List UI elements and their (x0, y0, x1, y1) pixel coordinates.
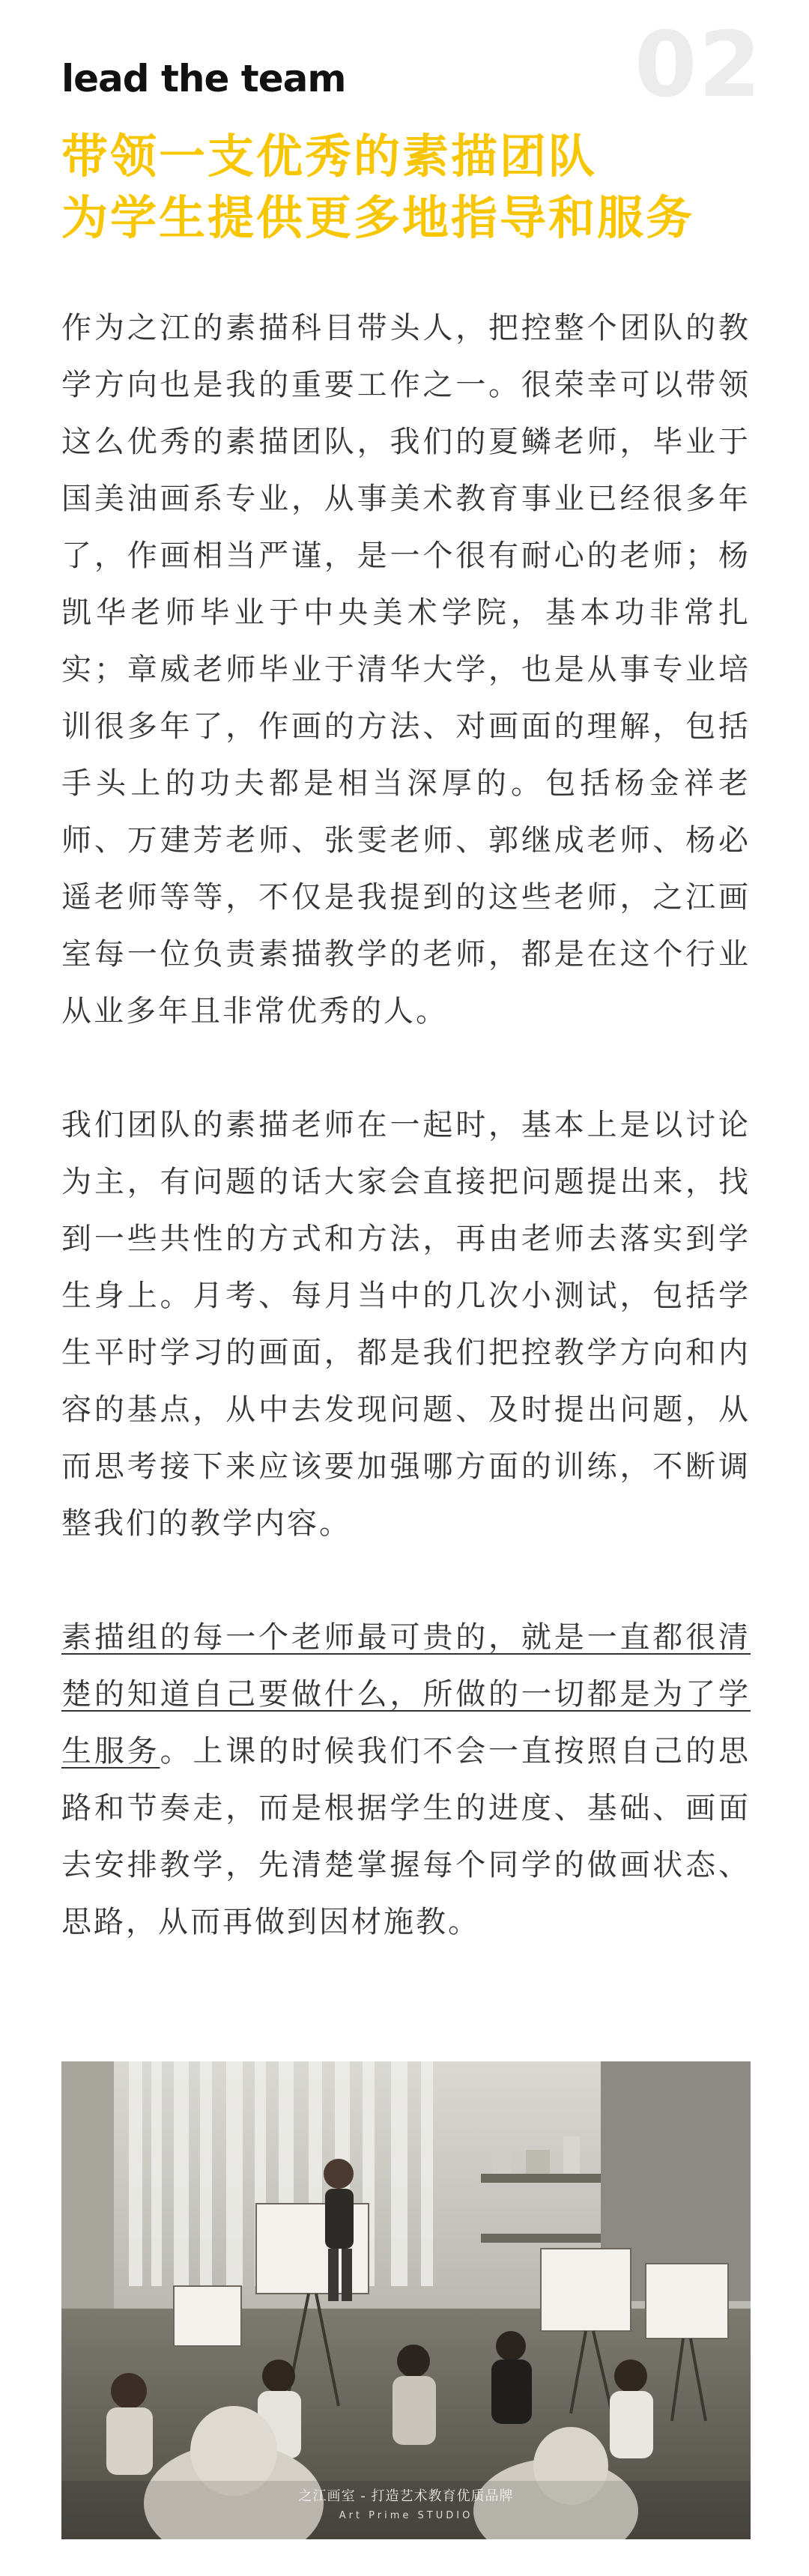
section-headline (61, 126, 781, 249)
studio-classroom-photo (61, 2061, 751, 2539)
section-english-title: lead the team (61, 57, 346, 100)
section-number: 02 (634, 13, 763, 118)
paragraph-2: 我们团队的素描老师在一起时，基本上是以讨论为主，有问题的话大家会直接把问题提出来，找到一些共性的方式和方法，再由老师去落实到学生身上。月考、每月当中的几次小测试，包括学生平时学习的画面，都是我们把控教学方向和内容的基点，从中去发现问题、及时提出问题，从而思考接下来应该要加强哪方面的训练，不断调整我们的教学内容。 (61, 1108, 751, 1541)
paragraph-3-highlight: 素描组的每一个老师最可贵的，就是一直都很清楚的知道自己要做什么，所做的一切都是为了学生服务 (61, 1620, 751, 1769)
photo-caption-sub: Art Prime STUDIO (339, 2510, 473, 2521)
studio-photo-illustration (61, 2061, 751, 2539)
paragraph-3-rest: 。上课的时候我们不会一直按照自己的思路和节奏走，而是根据学生的进度、基础、画面去安排教学，先清楚掌握每个同学的做画状态、思路，从而再做到因材施教。 (61, 1734, 751, 1939)
article-body (61, 300, 751, 1951)
paragraph-3 (61, 1609, 751, 1951)
photo-caption: 之江画室 - 打造艺术教育优质品牌 (298, 2488, 514, 2504)
headline-line-1: 带领一支优秀的素描团队 (61, 129, 598, 184)
headline-line-2: 为学生提供更多地指导和服务 (61, 190, 695, 245)
paragraph-1: 作为之江的素描科目带头人，把控整个团队的教学方向也是我的重要工作之一。很荣幸可以带领这么优秀的素描团队，我们的夏鳞老师，毕业于国美油画系专业，从事美术教育事业已经很多年了，作画相当严谨，是一个很有耐心的老师；杨凯华老师毕业于中央美术学院，基本功非常扎实；章威老师毕业于清华大学，也是从事专业培训很多年了，作画的方法、对画面的理解，包括手头上的功夫都是相当深厚的。包括杨金祥老师、万建芳老师、张雯老师、郭继成老师、杨必遥老师等等，不仅是我提到的这些老师，之江画室每一位负责素描教学的老师，都是在这个行业从业多年且非常优秀的人。 (61, 311, 751, 1028)
